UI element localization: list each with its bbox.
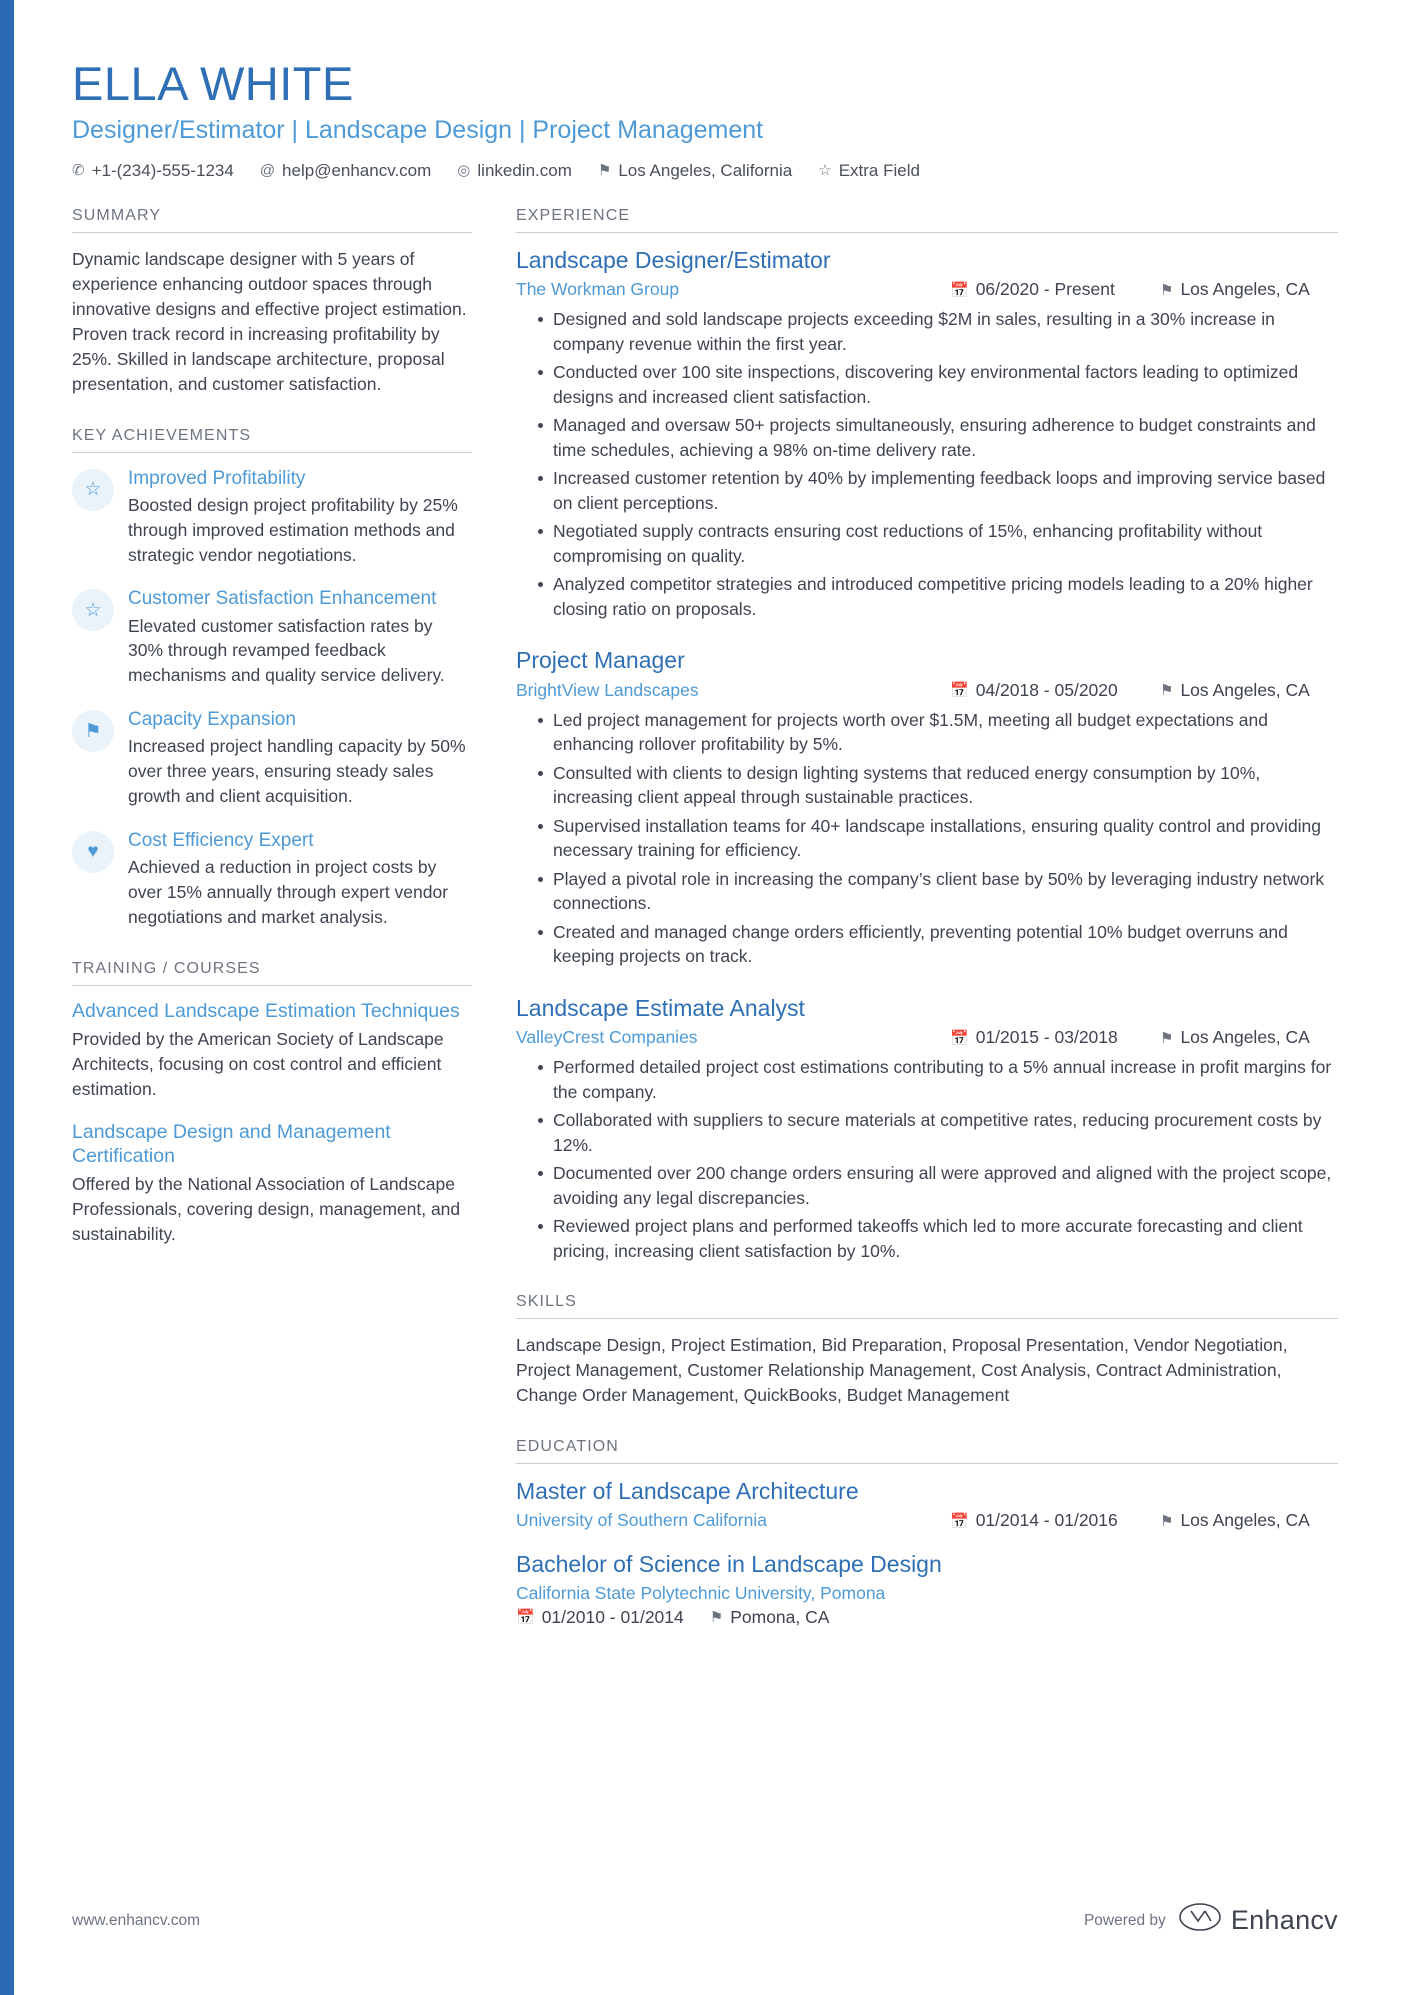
location-pin-icon: ⚑ [1160,682,1174,700]
education-school: University of Southern California [516,1510,767,1531]
achievement-desc: Boosted design project profitability by 25% through improved estimation methods and strategic vendor negotiations. [128,494,458,565]
key-achievements-section-title: KEY ACHIEVEMENTS [72,427,472,453]
job-bullet: Documented over 200 change orders ensuring all were approved and aligned with the project scope, avoiding any legal discrepancies. [538,1161,1338,1210]
skills-section [516,1293,1338,1408]
flag-icon: ⚑ [72,710,114,752]
job-bullet: Played a pivotal role in increasing the company’s client base by 50% by leveraging industry network connections. [538,867,1338,916]
job-dates [950,680,1160,701]
right-column [516,207,1338,1658]
contact-phone-text: +1-(234)-555-1234 [91,160,234,180]
calendar-icon: 📅 [516,1609,535,1627]
education-submeta [516,1607,1338,1628]
summary-section [72,207,472,397]
education-dates [516,1607,684,1628]
course-title: Landscape Design and Management Certification [72,1121,391,1167]
job-bullet: Created and managed change orders efficiently, preventing potential 10% budget overruns and keeping projects on track. [538,920,1338,969]
job-bullet: Consulted with clients to design lighting systems that reduced energy consumption by 10%, increasing client appeal through sustainable practices. [538,761,1338,810]
job-bullet: Analyzed competitor strategies and introduced competitive pricing models leading to a 20% higher closing ratio on proposals. [538,572,1338,621]
job-bullet: Collaborated with suppliers to secure materials at competitive rates, reducing procurement costs by 12%. [538,1108,1338,1157]
job-bullet: Increased customer retention by 40% by implementing feedback loops and improving service based on client perceptions. [538,466,1338,515]
headline: Designer/Estimator | Landscape Design | Project Management [72,115,764,144]
job-bullet: Led project management for projects worth over $1.5M, meeting all budget expectations and enhancing rollover profitability by 5%. [538,708,1338,757]
page-title: ELLA WHITE [72,57,354,110]
job-title: Landscape Estimate Analyst [516,994,805,1021]
star-badge-icon: ☆ [72,469,114,511]
summary-section-title: SUMMARY [72,207,472,233]
training-section [72,960,472,1247]
training-section-title: TRAINING / COURSES [72,960,472,986]
education-item [516,1478,1338,1531]
achievement-desc: Increased project handling capacity by 50% over three years, ensuring steady sales growth and client acquisition. [128,736,466,806]
job-location [1160,1027,1338,1048]
achievement-desc: Elevated customer satisfaction rates by 30% through revamped feedback mechanisms and quality service delivery. [128,615,445,686]
job-bullet: Supervised installation teams for 40+ landscape installations, ensuring quality control and providing necessary training for efficiency. [538,814,1338,863]
achievement-item [72,587,472,688]
contact-linkedin-text: linkedin.com [477,160,572,180]
contact-extra [818,161,920,181]
job-bullet: Managed and oversaw 50+ projects simultaneously, ensuring adherence to budget constraints and time schedules, achieving a 98% on-time delivery rate. [538,413,1338,462]
job-bullet: Negotiated supply contracts ensuring cost reductions of 15%, enhancing profitability without compromising on quality. [538,519,1338,568]
accent-bar [0,0,14,1995]
job-location-text: Los Angeles, CA [1180,279,1310,300]
header [72,58,1338,181]
education-school: California State Polytechnic University, Pomona [516,1582,886,1603]
job-location [1160,279,1338,300]
location-pin-icon: ⚑ [597,162,612,180]
contact-location-text: Los Angeles, California [618,160,793,180]
powered-by-label: Powered by [1083,1911,1166,1929]
education-location-text: Pomona, CA [730,1606,830,1627]
enhancv-logo [1178,1902,1338,1939]
email-icon: @ [259,162,276,180]
job-bullet: Performed detailed project cost estimations contributing to a 5% annual increase in profit margins for the company. [538,1055,1338,1104]
job-meta [516,1027,1338,1048]
education-meta [516,1510,1338,1531]
job-meta [516,279,1338,300]
achievement-item [72,708,472,809]
job-company: BrightView Landscapes [516,679,699,700]
course-desc: Offered by the National Association of Landscape Professionals, covering design, management, and sustainability. [72,1174,461,1244]
enhancv-wordmark: Enhancv [1230,1905,1338,1935]
skills-section-title: SKILLS [516,1293,1338,1319]
summary-text: Dynamic landscape designer with 5 years of experience enhancing outdoor spaces through innovative designs and effective project estimation. Proven track record in increasing profitability by 25%. Skilled in landscape architecture, proposal presentation, and customer satisfaction. [72,248,467,394]
location-pin-icon: ⚑ [1160,1512,1174,1530]
job-dates [950,279,1160,300]
skills-text: Landscape Design, Project Estimation, Bid Preparation, Proposal Presentation, Vendor Negotiation, Project Management, Customer Relationship Management, Cost Analysis, Contract Administration, Change Order Management, QuickBooks, Budget Management [516,1335,1288,1406]
education-dates-text: 01/2010 - 01/2014 [541,1606,684,1627]
contact-location [598,161,792,181]
education-meta [516,1583,1338,1604]
calendar-icon: 📅 [950,682,969,700]
job-bullet: Conducted over 100 site inspections, discovering key environmental factors leading to optimized designs and increased client satisfaction. [538,360,1338,409]
education-section-title: EDUCATION [516,1438,1338,1464]
education-degree: Bachelor of Science in Landscape Design [516,1551,942,1578]
contact-email[interactable] [260,161,431,181]
achievement-item [72,829,472,930]
achievement-title: Capacity Expansion [128,709,296,731]
job-company: ValleyCrest Companies [516,1027,698,1048]
star-outline-icon: ☆ [72,589,114,631]
contact-list [72,161,1338,181]
job-dates-text: 01/2015 - 03/2018 [975,1027,1118,1048]
job-dates-text: 04/2018 - 05/2020 [975,679,1118,700]
course-title: Advanced Landscape Estimation Techniques [72,999,460,1022]
phone-icon: ✆ [72,162,85,180]
job-dates [950,1027,1160,1048]
location-pin-icon: ⚑ [709,1609,724,1627]
education-location [1160,1510,1338,1531]
job-location-text: Los Angeles, CA [1180,679,1310,700]
education-dates [950,1510,1160,1531]
link-icon: ◎ [457,162,471,180]
experience-item [516,995,1338,1264]
job-bullet: Designed and sold landscape projects exceeding $2M in sales, resulting in a 30% increase in company revenue within the first year. [538,307,1338,356]
calendar-icon: 📅 [950,1029,969,1047]
job-company: The Workman Group [516,279,680,300]
left-column [72,207,472,1277]
footer [72,1902,1338,1939]
education-section [516,1438,1338,1627]
job-bullet: Reviewed project plans and performed takeoffs which led to more accurate forecasting and client pricing, increasing client satisfaction by 10%. [538,1214,1338,1263]
enhancv-mark-icon [1178,1902,1222,1939]
contact-email-text: help@enhancv.com [282,160,432,180]
footer-website[interactable]: www.enhancv.com [72,1911,201,1929]
footer-brand-block [1084,1902,1338,1939]
job-title: Project Manager [516,647,685,674]
education-item [516,1551,1338,1628]
achievement-item [72,467,472,568]
job-title: Landscape Designer/Estimator [516,246,831,273]
experience-section-title: EXPERIENCE [516,207,1338,233]
course-item [72,1000,472,1102]
achievement-title: Improved Profitability [128,467,306,489]
star-icon: ☆ [818,162,832,180]
job-bullets [516,1055,1338,1263]
education-location-text: Los Angeles, CA [1180,1510,1310,1531]
job-dates-text: 06/2020 - Present [975,279,1115,300]
experience-section [516,207,1338,1264]
experience-item [516,247,1338,622]
heart-icon: ♥ [72,831,114,873]
contact-linkedin[interactable] [457,161,572,181]
contact-extra-text: Extra Field [838,160,920,180]
course-item [72,1121,472,1246]
job-bullets [516,307,1338,621]
contact-phone[interactable] [72,161,234,181]
calendar-icon: 📅 [950,281,969,299]
course-desc: Provided by the American Society of Landscape Architects, focusing on cost control and efficient estimation. [72,1028,444,1099]
education-degree: Master of Landscape Architecture [516,1478,859,1505]
location-pin-icon: ⚑ [1160,1029,1174,1047]
achievement-desc: Achieved a reduction in project costs by over 15% annually through expert vendor negotiations and market analysis. [128,857,449,927]
achievement-title: Customer Satisfaction Enhancement [128,588,437,610]
job-bullets [516,708,1338,969]
calendar-icon: 📅 [950,1512,969,1530]
education-dates-text: 01/2014 - 01/2016 [975,1510,1118,1531]
achievement-title: Cost Efficiency Expert [128,829,314,851]
experience-item [516,647,1338,969]
location-pin-icon: ⚑ [1160,281,1174,299]
job-location-text: Los Angeles, CA [1180,1027,1310,1048]
education-location [710,1607,830,1628]
job-location [1160,680,1338,701]
job-meta [516,680,1338,701]
key-achievements-section [72,427,472,930]
